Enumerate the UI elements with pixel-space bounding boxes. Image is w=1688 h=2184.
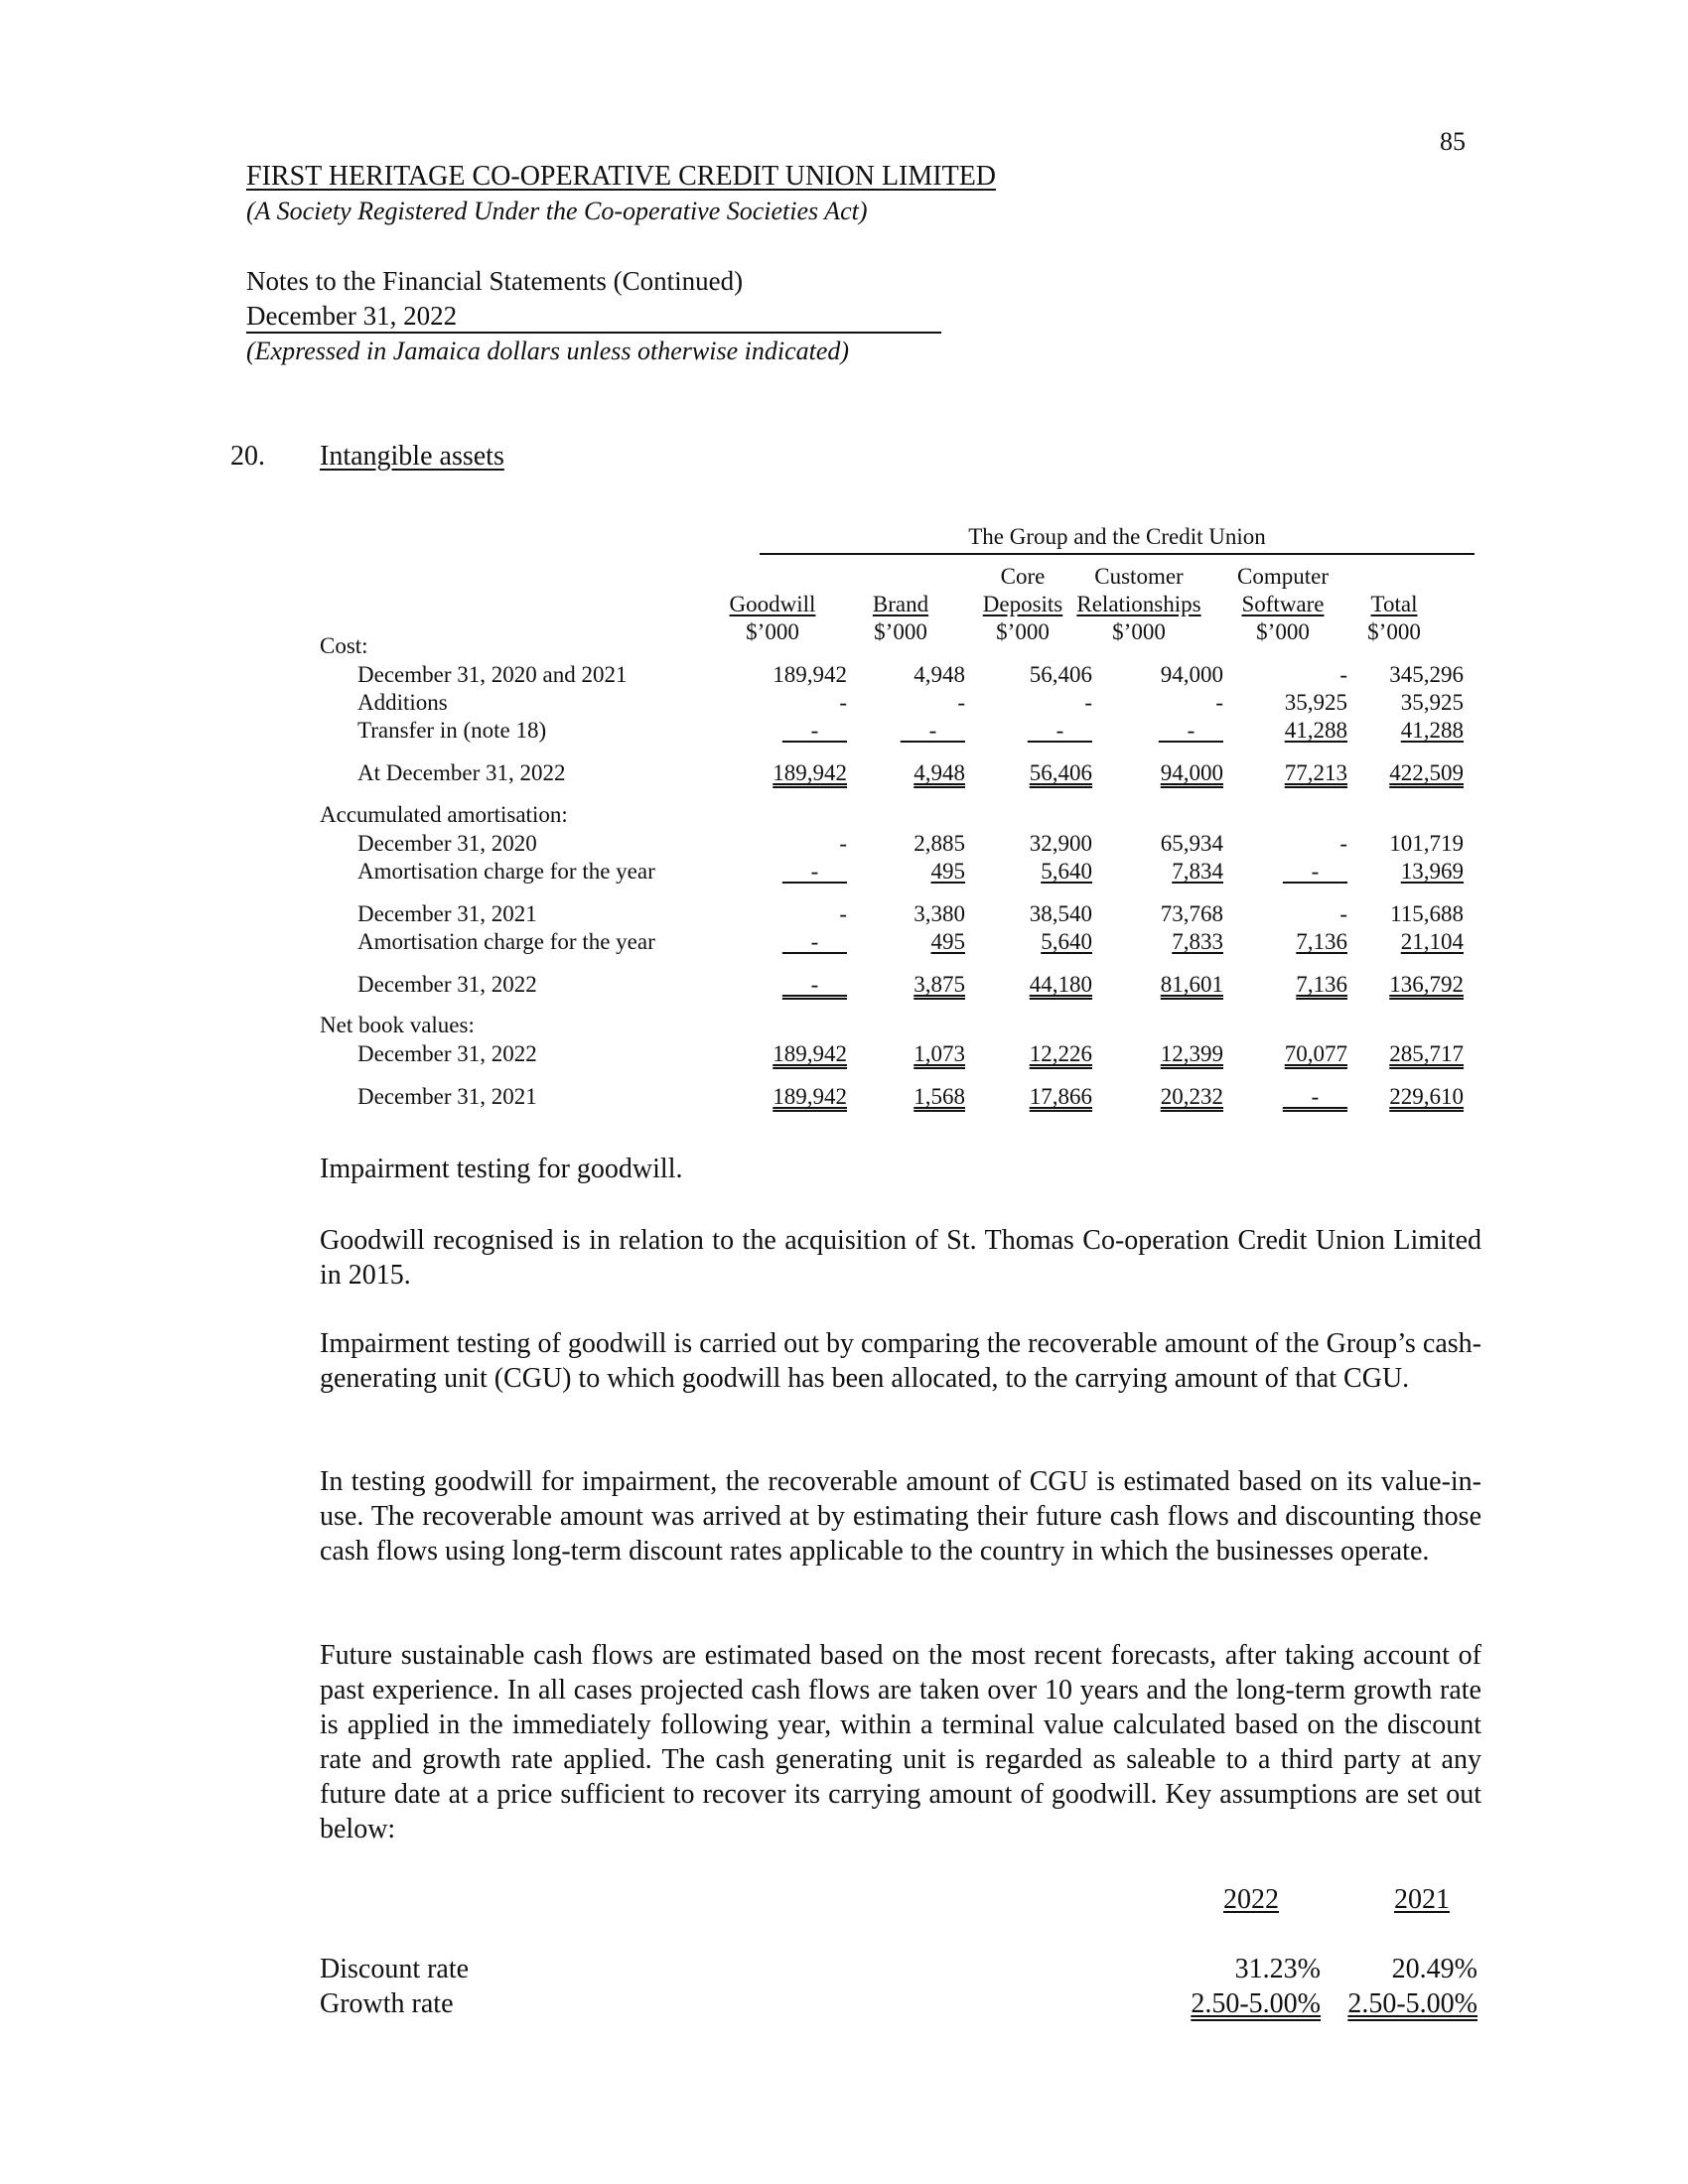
statement-date: December 31, 2022 xyxy=(246,301,458,331)
table-cell: - xyxy=(1282,859,1347,884)
table-cell: 1,073 xyxy=(914,1041,965,1066)
table-cell: 32,900 xyxy=(1029,831,1092,856)
currency-note: (Expressed in Jamaica dollars unless otherwise indicated) xyxy=(246,337,850,365)
paragraph-goodwill: Goodwill recognised is in relation to the acquisition of St. Thomas Co-operation Credit Union Limited in 2015. xyxy=(320,1225,1481,1291)
table-cell: 285,717 xyxy=(1389,1041,1464,1066)
table-cell: 70,077 xyxy=(1284,1041,1347,1066)
organization-subtitle: (A Society Registered Under the Co-operative Societies Act) xyxy=(246,197,868,225)
accumulated-amortisation-heading: Accumulated amortisation: xyxy=(320,802,568,827)
table-cell: 56,406 xyxy=(1029,662,1092,687)
discount-rate-2022: 31.23% xyxy=(1234,1954,1321,1984)
table-row-label: Transfer in (note 18) xyxy=(357,718,547,743)
column-header-line1: Customer xyxy=(1094,564,1184,589)
table-cell: - xyxy=(957,690,965,715)
growth-rate-2022: 2.50-5.00% xyxy=(1191,1988,1321,2019)
table-cell: - xyxy=(1158,718,1223,743)
column-unit: $’000 xyxy=(1367,619,1421,644)
table-cell: - xyxy=(1282,1084,1347,1109)
table-row-label: Amortisation charge for the year xyxy=(357,929,655,954)
column-header: Brand xyxy=(872,592,929,616)
organization-name: FIRST HERITAGE CO-OPERATIVE CREDIT UNION LIMITED xyxy=(246,161,997,192)
table-cell: 12,226 xyxy=(1029,1041,1092,1066)
table-cell: - xyxy=(900,718,965,743)
table-row-label: December 31, 2020 and 2021 xyxy=(357,662,628,687)
table-group-header: The Group and the Credit Union xyxy=(968,524,1266,549)
table-cell: 422,509 xyxy=(1389,760,1464,785)
table-cell: 7,834 xyxy=(1172,859,1223,884)
table-cell: 189,942 xyxy=(773,1084,847,1109)
table-cell: 345,296 xyxy=(1389,662,1464,687)
table-cell: 7,136 xyxy=(1296,929,1347,954)
table-cell: 17,866 xyxy=(1029,1084,1092,1109)
column-header: Software xyxy=(1241,592,1325,616)
table-cell: 189,942 xyxy=(773,662,847,687)
table-cell: 7,136 xyxy=(1296,972,1347,997)
table-row-label: At December 31, 2022 xyxy=(357,760,566,785)
table-cell: 115,688 xyxy=(1390,901,1464,926)
table-cell: 13,969 xyxy=(1400,859,1464,884)
table-cell: - xyxy=(781,929,847,954)
table-cell: 94,000 xyxy=(1160,662,1223,687)
table-cell: - xyxy=(1339,662,1347,687)
table-cell: 495 xyxy=(930,929,965,954)
table-cell: 94,000 xyxy=(1160,760,1223,785)
table-cell: 495 xyxy=(930,859,965,884)
table-cell: - xyxy=(781,972,847,997)
table-cell: 56,406 xyxy=(1029,760,1092,785)
table-cell: 1,568 xyxy=(914,1084,965,1109)
table-cell: 4,948 xyxy=(914,662,965,687)
column-header: Deposits xyxy=(982,592,1063,616)
table-cell: - xyxy=(1027,718,1092,743)
date-rule xyxy=(246,332,941,334)
table-cell: 229,610 xyxy=(1389,1084,1464,1109)
table-cell: 4,948 xyxy=(914,760,965,785)
column-unit: $’000 xyxy=(1256,619,1310,644)
table-cell: 136,792 xyxy=(1389,972,1464,997)
column-header: Relationships xyxy=(1076,592,1201,616)
growth-rate-2021: 2.50-5.00% xyxy=(1347,1988,1477,2019)
table-row-label: Amortisation charge for the year xyxy=(357,859,655,884)
discount-rate-2021: 20.49% xyxy=(1391,1954,1477,1984)
table-cell: - xyxy=(1339,831,1347,856)
table-cell: - xyxy=(781,859,847,884)
table-cell: 20,232 xyxy=(1160,1084,1223,1109)
column-header-line1: Core xyxy=(1000,564,1046,589)
notes-title: Notes to the Financial Statements (Continued) xyxy=(246,266,744,296)
table-cell: 73,768 xyxy=(1160,901,1223,926)
table-cell: 101,719 xyxy=(1389,831,1464,856)
table-cell: - xyxy=(1084,690,1092,715)
assumption-year-2021: 2021 xyxy=(1394,1884,1450,1915)
table-cell: - xyxy=(1215,690,1223,715)
section-title: Intangible assets xyxy=(320,441,504,472)
table-cell: 189,942 xyxy=(773,760,847,785)
column-header: Total xyxy=(1370,592,1418,616)
table-cell: - xyxy=(839,901,847,926)
table-row-label: December 31, 2021 xyxy=(357,1084,537,1109)
table-cell: 5,640 xyxy=(1041,929,1092,954)
table-cell: 41,288 xyxy=(1284,718,1347,743)
table-cell: 3,380 xyxy=(914,901,965,926)
table-cell: 189,942 xyxy=(773,1041,847,1066)
table-row-label: December 31, 2021 xyxy=(357,901,537,926)
table-cell: 35,925 xyxy=(1400,690,1464,715)
table-cell: 2,885 xyxy=(914,831,965,856)
page-number: 85 xyxy=(1440,127,1466,156)
table-cell: 77,213 xyxy=(1284,760,1347,785)
table-cell: 81,601 xyxy=(1160,972,1223,997)
table-cell: - xyxy=(781,718,847,743)
cost-heading: Cost: xyxy=(320,633,368,658)
table-cell: 3,875 xyxy=(914,972,965,997)
column-header: Goodwill xyxy=(729,592,816,616)
section-number: 20. xyxy=(230,441,265,472)
table-cell: 38,540 xyxy=(1029,901,1092,926)
table-cell: 12,399 xyxy=(1160,1041,1223,1066)
table-cell: 5,640 xyxy=(1041,859,1092,884)
net-book-values-heading: Net book values: xyxy=(320,1013,475,1037)
table-cell: - xyxy=(839,690,847,715)
column-unit: $’000 xyxy=(996,619,1050,644)
table-cell: - xyxy=(1339,901,1347,926)
paragraph-cash-flows: Future sustainable cash flows are estimated based on the most recent forecasts, after taking account of past experience. In all cases projected cash flows are taken over 10 years and the long-term growth rate is applied in the immediately following year, within a terminal value calculated based on the discount rate and growth rate applied. The cash generating unit is regarded as saleable to a third party at any future date at a price sufficient to recover its carrying amount of goodwill. Key assumptions are set out below: xyxy=(320,1640,1481,1844)
discount-rate-label: Discount rate xyxy=(320,1954,470,1984)
table-row-label: December 31, 2020 xyxy=(357,831,537,856)
group-header-rule xyxy=(760,553,1475,555)
column-header-line1: Computer xyxy=(1237,564,1329,589)
impairment-heading: Impairment testing for goodwill. xyxy=(320,1154,683,1184)
table-row-label: Additions xyxy=(357,690,448,715)
table-cell: 21,104 xyxy=(1400,929,1464,954)
growth-rate-label: Growth rate xyxy=(320,1988,454,2019)
table-cell: 35,925 xyxy=(1284,690,1347,715)
assumption-year-2022: 2022 xyxy=(1223,1884,1279,1915)
table-cell: - xyxy=(839,831,847,856)
column-unit: $’000 xyxy=(746,619,799,644)
table-cell: 65,934 xyxy=(1160,831,1223,856)
table-row-label: December 31, 2022 xyxy=(357,1041,537,1066)
column-unit: $’000 xyxy=(1112,619,1166,644)
table-cell: 7,833 xyxy=(1172,929,1223,954)
table-cell: 44,180 xyxy=(1029,972,1092,997)
table-row-label: December 31, 2022 xyxy=(357,972,537,997)
paragraph-impairment-testing: Impairment testing of goodwill is carried out by comparing the recoverable amount of the Group’s cash-generating unit (CGU) to which goodwill has been allocated, to the carrying amount of that CGU. xyxy=(320,1328,1481,1394)
table-cell: 41,288 xyxy=(1400,718,1464,743)
column-unit: $’000 xyxy=(874,619,927,644)
paragraph-value-in-use: In testing goodwill for impairment, the recoverable amount of CGU is estimated based on its value-in-use. The recoverable amount was arrived at by estimating their future cash flows and discounting those cash flows using long-term discount rates applicable to the country in which the businesses operate. xyxy=(320,1466,1481,1567)
